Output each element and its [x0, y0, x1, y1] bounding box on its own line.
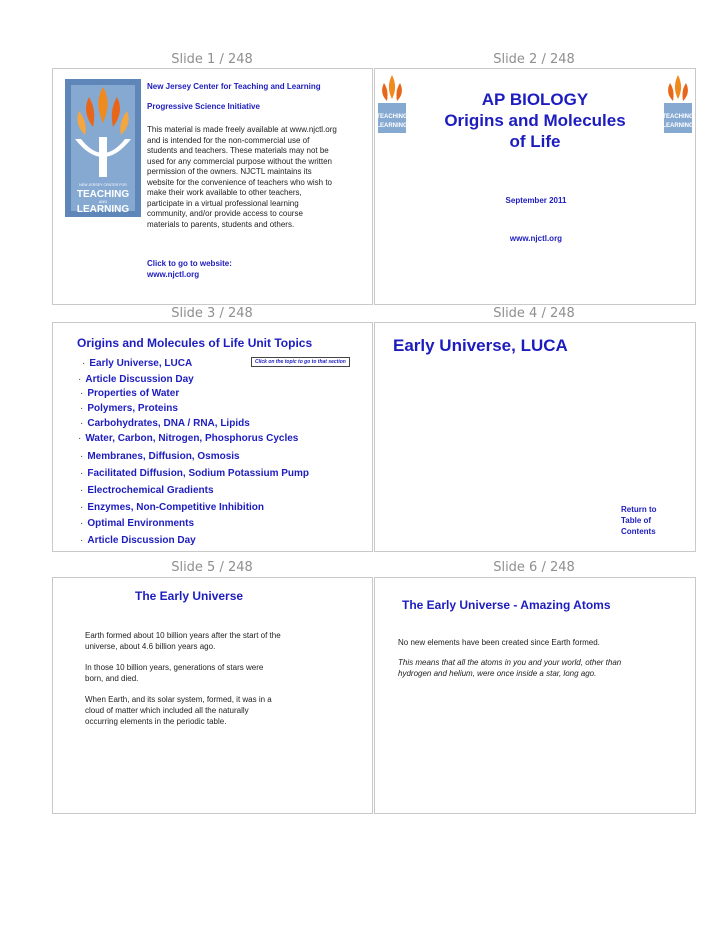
svg-text:LEARNING: LEARNING	[662, 123, 694, 129]
website-link[interactable]: Click to go to website: www.njctl.org	[147, 259, 232, 279]
presentation-date: September 2011	[505, 196, 567, 205]
topic-link[interactable]: · Early Universe, LUCA	[82, 358, 193, 369]
slide-6[interactable]	[374, 577, 696, 814]
logo-left	[375, 73, 409, 135]
return-to-contents-link[interactable]: Return to Table of Contents	[621, 505, 657, 536]
slide6-body: No new elements have been created since Earth formed. This means that all the atoms in you and your world, other than hydrogen and helium, were once inside a star, long ago.	[398, 638, 622, 678]
disclaimer-text: This material is made freely available at www.njctl.org and is intended for the non-commercial use of students and teachers. These materials may not be used for any commercial purpose without the written permission of the owners. NJCTL maintains its website for the convenience of teachers who wish to make their work available to other teachers, participate in a virtual professional learning community, and/or provide access to course materials to parents, students and others.	[147, 125, 337, 229]
slide2-title: AP BIOLOGY Origins and Molecules of Life	[444, 90, 626, 151]
slide-5[interactable]	[52, 577, 373, 814]
topic-link[interactable]: · Properties of Water	[80, 388, 180, 399]
svg-text:AND: AND	[98, 199, 108, 204]
slide-5-label: Slide 5 / 248	[171, 560, 253, 575]
svg-text:LEARNING: LEARNING	[376, 123, 408, 129]
organization-name: New Jersey Center for Teaching and Learning	[147, 82, 321, 91]
slide5-body: Earth formed about 10 billion years after the start of the universe, about 4.6 billion years ago. In those 10 billion years, generations of stars were born, and died. When Earth, and its solar system, formed, it was in a cloud of matter which included all the naturally occurring elements in the periodic table.	[85, 631, 281, 726]
slide-2-label: Slide 2 / 248	[493, 52, 575, 67]
navigation-hint: Click on the topic to go to that section	[251, 357, 350, 367]
topic-link[interactable]: · Membranes, Diffusion, Osmosis	[80, 451, 240, 462]
topic-link[interactable]: · Article Discussion Day	[78, 374, 194, 385]
slide-3-label: Slide 3 / 248	[171, 306, 253, 321]
slide-6-label: Slide 6 / 248	[493, 560, 575, 575]
initiative-name: Progressive Science Initiative	[147, 102, 260, 111]
slide5-title: The Early Universe	[135, 589, 244, 603]
topic-link[interactable]: · Enzymes, Non-Competitive Inhibition	[80, 502, 265, 513]
slide-3[interactable]	[52, 322, 373, 552]
svg-text:TEACHING: TEACHING	[662, 114, 694, 120]
slide-1-label: Slide 1 / 248	[171, 52, 253, 67]
slide3-title: Origins and Molecules of Life Unit Topics	[77, 336, 313, 350]
topic-link[interactable]: · Article Discussion Day	[80, 535, 196, 546]
slide-1[interactable]	[52, 68, 373, 305]
topic-link[interactable]: · Water, Carbon, Nitrogen, Phosphorus Cycles	[78, 433, 299, 444]
svg-text:TEACHING: TEACHING	[76, 189, 130, 200]
topic-link[interactable]: · Facilitated Diffusion, Sodium Potassium Pump	[80, 468, 310, 479]
slide2-website[interactable]: www.njctl.org	[509, 234, 563, 243]
slide-2[interactable]	[374, 68, 696, 305]
topic-link[interactable]: · Polymers, Proteins	[80, 403, 178, 414]
svg-text:NEW JERSEY CENTER FOR: NEW JERSEY CENTER FOR	[79, 183, 127, 187]
slide6-title: The Early Universe - Amazing Atoms	[402, 598, 611, 612]
slide4-title: Early Universe, LUCA	[393, 336, 568, 355]
topic-link[interactable]: · Optimal Environments	[80, 518, 195, 529]
logo-right	[661, 73, 695, 135]
svg-text:LEARNING: LEARNING	[76, 204, 130, 215]
svg-text:TEACHING: TEACHING	[376, 114, 408, 120]
slide-4-label: Slide 4 / 248	[493, 306, 575, 321]
topic-link[interactable]: · Carbohydrates, DNA / RNA, Lipids	[80, 418, 250, 429]
slide-4[interactable]	[374, 322, 696, 552]
topic-link[interactable]: · Electrochemical Gradients	[80, 485, 214, 496]
njctl-logo	[65, 79, 141, 217]
